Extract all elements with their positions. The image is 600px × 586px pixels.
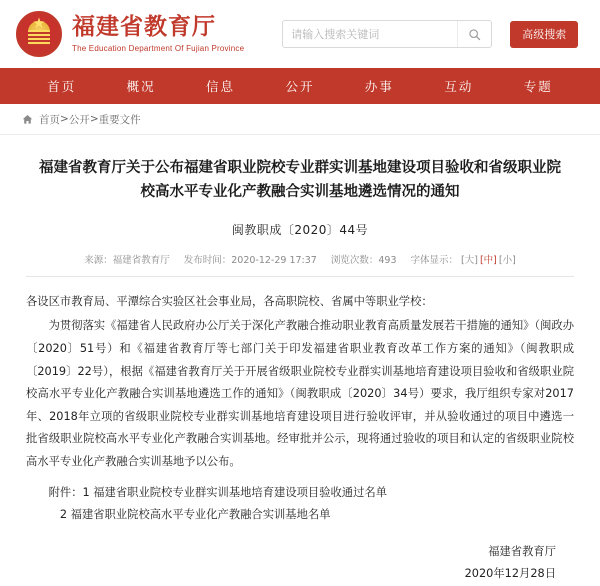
meta-date-label: 发布时间： — [183, 254, 232, 266]
meta-font-label: 字体显示： — [410, 254, 459, 266]
breadcrumb — [0, 104, 600, 135]
attachment-item-1 — [26, 482, 574, 505]
main-navigation — [0, 68, 600, 104]
nav-item-information[interactable]: 信息 — [206, 79, 236, 94]
attachment-2-text[interactable]: 2 福建省职业院校高水平专业化产教融合实训基地名单 — [59, 508, 331, 522]
nav-item-interaction[interactable]: 互动 — [444, 79, 474, 94]
fujian-education-emblem-icon — [16, 11, 62, 57]
font-size-large[interactable]: [大] — [461, 254, 478, 266]
nav-item-topics[interactable]: 专题 — [523, 79, 553, 94]
font-size-small[interactable]: [小] — [498, 254, 516, 266]
meta-font-size — [411, 252, 516, 266]
meta-source — [84, 252, 170, 266]
site-title-en: The Education Department Of Fujian Province — [72, 43, 245, 53]
font-size-options — [461, 252, 516, 266]
breadcrumb-item-important-documents[interactable]: 重要文件 — [98, 113, 141, 126]
font-size-medium[interactable]: [中] — [479, 254, 497, 266]
attachment-item-2 — [26, 504, 574, 527]
meta-views-value: 493 — [378, 254, 397, 266]
site-title-cn: 福建省教育厅 — [72, 14, 216, 41]
nav-item-services[interactable]: 办事 — [364, 79, 394, 94]
body-paragraph-1: 为贯彻落实《福建省人民政府办公厅关于深化产教融合推动职业教育高质量发展若干措施的通知》（闽政办〔2020〕51号）和《福建省教育厅等七部门关于印发福建省职业教育改革工作方案的通知》（闽教职成〔2019〕22号），根据《福建省教育厅关于开展省级职业院校专业群实训基地培育建设项目验收和省级职业院校高水平专业化产教融合实训基地遴选工作的通知》（闽教职成〔2020〕34号）要求，我厅组织专家对2017年、2018年立项的省级职业院校专业群实训基地培育建设项目进行验收评审，并从验收通过的项目中遴选一批省级职业院校高水平专业化产教融合实训基地。经审批并公示，现将通过验收的项目和认定的省级职业院校高水平专业化产教融合实训基地予以公布。 — [26, 319, 574, 468]
meta-source-label: 来源： — [84, 254, 113, 266]
signature-date: 2020年12月28日 — [464, 567, 556, 581]
document-signature — [26, 541, 574, 586]
meta-views-label: 浏览次数： — [330, 254, 379, 266]
meta-divider — [26, 276, 574, 277]
nav-item-overview[interactable]: 概况 — [126, 79, 156, 94]
meta-views — [331, 252, 397, 266]
nav-item-home[interactable]: 首页 — [47, 79, 77, 94]
home-icon — [22, 114, 33, 125]
document-article — [0, 135, 600, 586]
breadcrumb-item-disclosure[interactable]: 公开 — [68, 113, 90, 126]
breadcrumb-separator-2: > — [89, 113, 99, 125]
breadcrumb-item-home[interactable]: 首页 — [39, 113, 60, 126]
page-title: 福建省教育厅关于公布福建省职业院校专业群实训基地建设项目验收和省级职业院校高水平专业化产教融合实训基地遴选情况的通知 — [39, 160, 561, 200]
search-area — [282, 20, 578, 48]
attachments-label: 附件： — [48, 485, 83, 499]
search-box[interactable] — [282, 20, 492, 48]
meta-source-value: 福建省教育厅 — [112, 254, 170, 266]
salutation: 各设区市教育局、平潭综合实验区社会事业局，各高职院校、省属中等职业学校： — [26, 294, 433, 308]
document-meta — [26, 252, 574, 266]
document-body — [26, 291, 574, 527]
attachment-1-text[interactable]: 1 福建省职业院校专业群实训基地培育建设项目验收通过名单 — [82, 485, 387, 499]
attachments-block — [26, 482, 574, 527]
search-button[interactable] — [457, 21, 491, 47]
nav-item-disclosure[interactable]: 公开 — [285, 79, 315, 94]
search-input[interactable] — [283, 21, 457, 47]
signature-org: 福建省教育厅 — [488, 544, 556, 558]
search-icon — [468, 28, 481, 41]
site-title-block — [72, 15, 244, 52]
meta-date — [184, 252, 317, 266]
breadcrumb-separator-1: > — [60, 113, 69, 125]
site-header — [0, 0, 600, 68]
advanced-search-button[interactable]: 高级搜索 — [510, 21, 578, 48]
document-number: 闽教职成〔2020〕44号 — [231, 222, 369, 237]
meta-date-value: 2020-12-29 17:37 — [231, 254, 317, 266]
